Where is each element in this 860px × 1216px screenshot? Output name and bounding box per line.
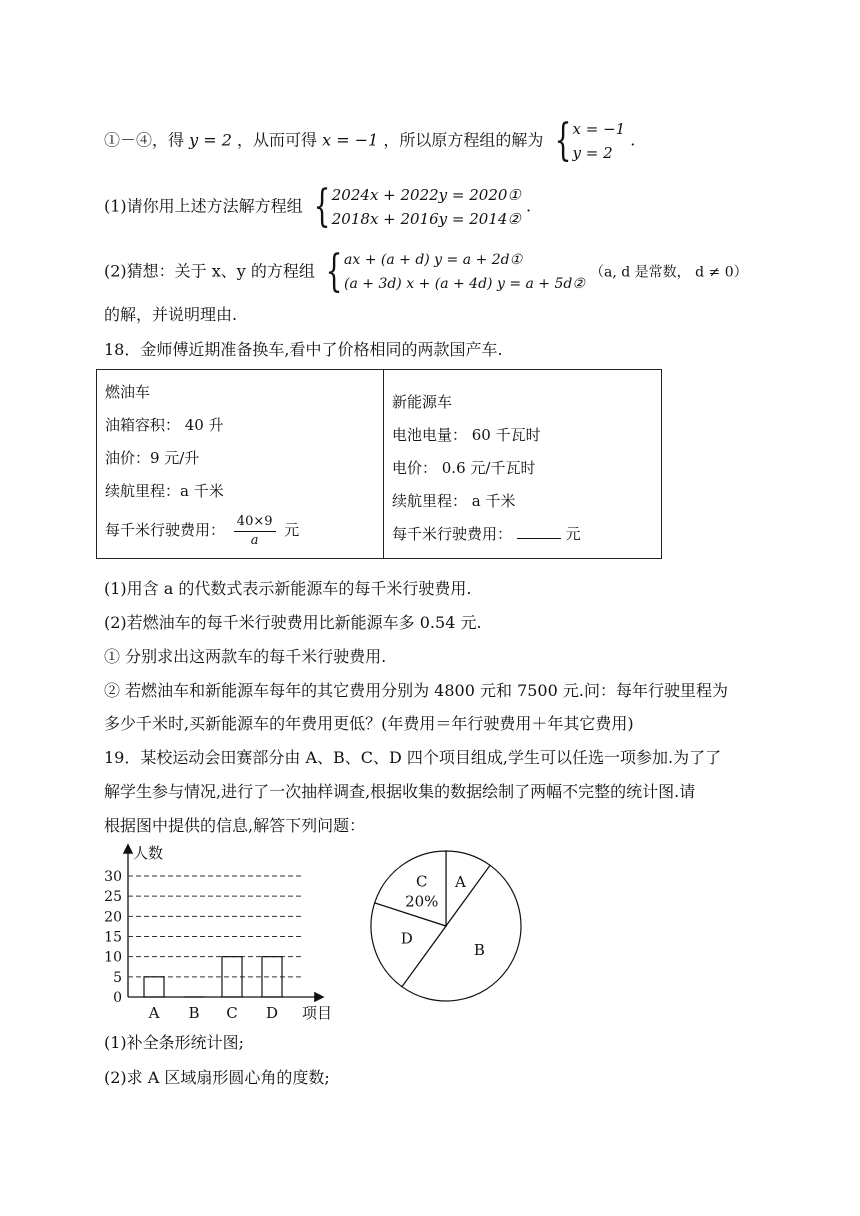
system-row: y = 2 <box>572 144 613 162</box>
q17-part1-text: (1)请你用上述方法解方程组 <box>104 196 303 216</box>
fuel-car-title: 燃油车 <box>105 383 151 401</box>
q17-line1-b: ，从而可得 <box>237 130 318 150</box>
q17-solution-line <box>104 117 635 165</box>
y-axis-label: 人数 <box>133 844 164 862</box>
y-tick-label: 10 <box>104 949 122 966</box>
q19-stem-3: 根据图中提供的信息,解答下列问题： <box>104 816 366 835</box>
brace-icon: { <box>313 181 331 232</box>
q18-part1: (1)用含 a 的代数式表示新能源车的每千米行驶费用. <box>104 579 472 598</box>
y-tick-label: 15 <box>104 929 122 946</box>
q19-part2: (2)求 A 区域扇形圆心角的度数; <box>104 1068 330 1087</box>
ev-cost-unit: 元 <box>565 525 581 543</box>
q17-part2 <box>104 248 748 296</box>
pie-label-C: C <box>416 872 428 891</box>
ev-price: 电价： 0.6 元/千瓦时 <box>392 459 536 477</box>
q19-part1: (1)补全条形统计图; <box>104 1033 245 1052</box>
y-tick-label: 25 <box>104 889 122 906</box>
x-tick-label: A <box>148 1004 160 1022</box>
ev-range: 续航里程： a 千米 <box>392 492 516 510</box>
y-tick-label: 5 <box>113 969 122 986</box>
fuel-cost-label: 每千米行驶费用： <box>105 521 226 539</box>
x-tick-label: B <box>188 1004 200 1022</box>
brace-icon: { <box>325 246 343 297</box>
brace-icon: { <box>554 115 571 166</box>
fuel-cost-unit: 元 <box>284 521 300 539</box>
q17-line1-a: ①－④，得 <box>104 130 185 150</box>
q18-part2-1: ① 分别求出这两款车的每千米行驶费用. <box>104 647 387 666</box>
system-row: 2018x + 2016y = 2014② <box>331 210 521 228</box>
fuel-tank-capacity: 油箱容积： 40 升 <box>105 416 224 434</box>
pie-label-D: D <box>400 929 413 948</box>
fuel-car-cell <box>97 370 384 559</box>
x-tick-label: D <box>265 1004 279 1022</box>
q17-part1-system <box>308 183 521 231</box>
q17-part1 <box>104 183 531 231</box>
period: . <box>630 130 636 150</box>
ev-title: 新能源车 <box>392 393 453 411</box>
q18-stem: 18．金师傅近期准备换车,看中了价格相同的两款国产车. <box>104 340 503 359</box>
pie-chart <box>368 848 528 1008</box>
q18-part2-2b: 多少千米时,买新能源车的年费用更低？(年费用＝年行驶费用＋年其它费用) <box>104 714 634 733</box>
answer-blank <box>517 524 561 539</box>
q19-stem-1: 19．某校运动会田赛部分由 A、B、C、D 四个项目组成,学生可以任选一项参加.为了了 <box>104 748 722 767</box>
bar-chart <box>100 842 350 1028</box>
x-tick-label: C <box>226 1004 238 1022</box>
ev-cost-label: 每千米行驶费用： <box>392 525 513 543</box>
pie-percent-C: 20% <box>405 892 439 911</box>
q18-part2: (2)若燃油车的每千米行驶费用比新能源车多 0.54 元. <box>104 613 482 632</box>
y-tick-label: 20 <box>104 909 122 926</box>
ev-cell <box>384 370 662 559</box>
bar-A <box>144 977 164 997</box>
q17-line1-eq1: y = 2 <box>189 130 232 150</box>
fuel-price: 油价：9 元/升 <box>105 449 200 467</box>
ev-cost-row <box>392 518 653 551</box>
q18-part2-2a: ② 若燃油车和新能源车每年的其它费用分别为 4800 元和 7500 元.问：每年行驶里程为 <box>104 681 728 700</box>
y-tick-label: 30 <box>104 869 122 885</box>
q17-part2-system <box>320 248 585 296</box>
q17-part2-condition: （a, d 是常数， d ≠ 0） <box>590 264 748 281</box>
q17-solution-system <box>549 117 626 165</box>
fuel-cost-fraction <box>234 513 276 550</box>
system-row: 2024x + 2022y = 2020① <box>331 186 521 204</box>
fraction-denominator: a <box>250 532 259 548</box>
car-comparison-table <box>96 369 662 559</box>
q17-part2-tail: 的解，并说明理由. <box>104 305 238 324</box>
q17-line1-c: ，所以原方程组的解为 <box>383 130 544 150</box>
fuel-cost-row <box>105 508 375 552</box>
system-row: x = −1 <box>572 120 626 138</box>
q17-line1-eq2: x = −1 <box>322 130 379 150</box>
period: . <box>525 196 532 216</box>
x-axis-label: 项目 <box>302 1004 333 1022</box>
system-row: ax + (a + d) y = a + 2d① <box>344 252 523 268</box>
q19-stem-2: 解学生参与情况,进行了一次抽样调查,根据收集的数据绘制了两幅不完整的统计图.请 <box>104 782 696 801</box>
q17-part2-text: (2)猜想：关于 x、y 的方程组 <box>104 261 315 281</box>
fuel-range: 续航里程：a 千米 <box>105 482 224 500</box>
pie-label-B: B <box>473 941 485 960</box>
pie-label-A: A <box>454 872 466 891</box>
ev-battery: 电池电量： 60 千瓦时 <box>392 426 541 444</box>
system-row: (a + 3d) x + (a + 4d) y = a + 5d② <box>344 276 585 292</box>
fraction-numerator: 40×9 <box>234 513 276 532</box>
y-tick-label: 0 <box>113 990 122 1006</box>
